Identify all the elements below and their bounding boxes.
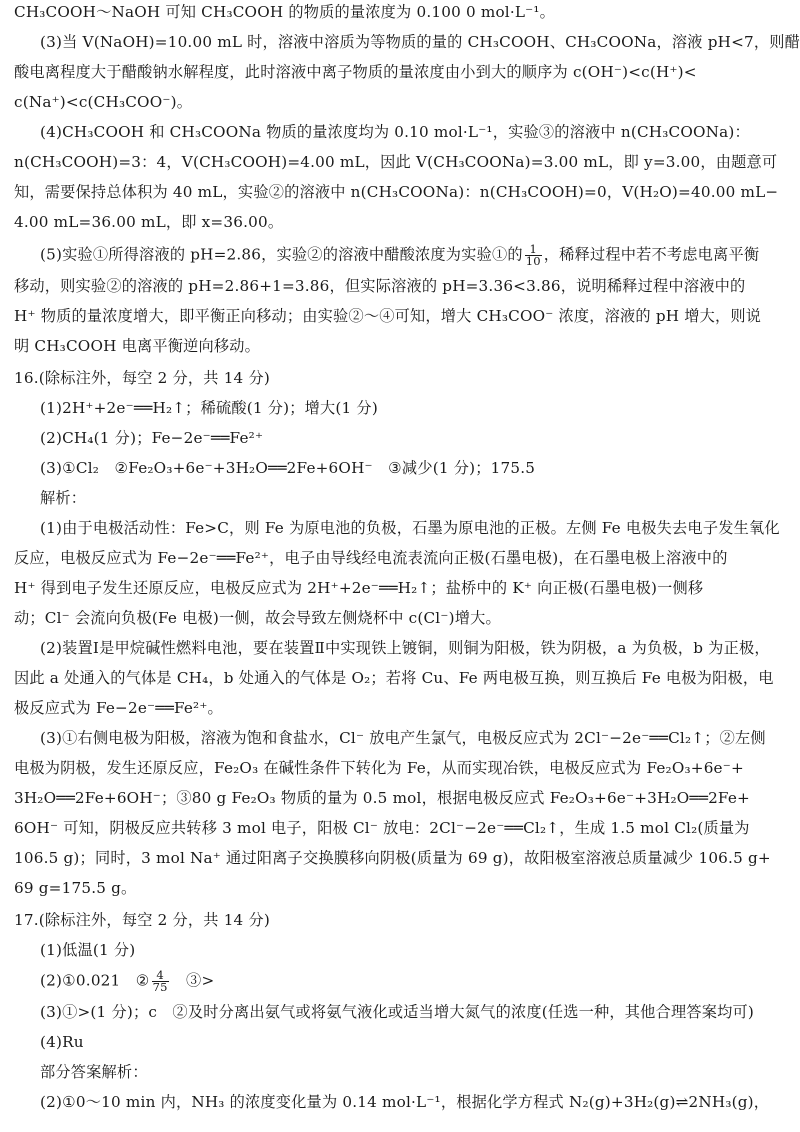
answer-line: (4)Ru [40, 1033, 84, 1051]
text-line: 电极为阴极，发生还原反应，Fe₂O₃ 在碱性条件下转化为 Fe，从而实现冶铁，电极反应式为 Fe₂O₃+6e⁻+ [14, 759, 744, 777]
text-segment: (2)①0.021 ② [40, 971, 150, 990]
text-segment: (5)实验①所得溶液的 pH=2.86，实验②的溶液中醋酸浓度为实验①的 [40, 245, 523, 264]
text-line: 反应，电极反应式为 Fe−2e⁻══Fe²⁺，电子由导线经电流表流向正极(石墨电极)，在石墨电极上溶液中的 [14, 549, 728, 567]
text-line: n(CH₃COOH)=3：4，V(CH₃COOH)=4.00 mL，因此 V(CH₃COONa)=3.00 mL，即 y=3.00，由题意可 [14, 153, 778, 171]
text-segment: ③> [170, 971, 215, 990]
text-line: 移动，则实验②的溶液的 pH=2.86+1=3.86，但实际溶液的 pH=3.36<3.86，说明稀释过程中溶液中的 [14, 277, 746, 295]
fraction-denominator: 10 [525, 254, 541, 268]
text-segment: ，稀释过程中若不考虑电离平衡 [543, 245, 760, 264]
text-line: 3H₂O══2Fe+6OH⁻；③80 g Fe₂O₃ 物质的量为 0.5 mol，根据电极反应式 Fe₂O₃+6e⁻+3H₂O══2Fe+ [14, 789, 750, 807]
fraction-four-75 [152, 970, 169, 993]
text-line: 4.00 mL=36.00 mL，即 x=36.00。 [14, 213, 284, 231]
answer-line: (2)CH₄(1 分)；Fe−2e⁻══Fe²⁺ [40, 429, 264, 447]
fraction-denominator: 75 [152, 980, 168, 994]
text-line: H⁺ 物质的量浓度增大，即平衡正向移动；由实验②～④可知，增大 CH₃COO⁻ 浓度，溶液的 pH 增大，则说 [14, 307, 762, 325]
answer-line-with-fraction [40, 970, 214, 993]
text-line-with-fraction [40, 244, 759, 267]
section-heading-16: 16.(除标注外，每空 2 分，共 14 分) [14, 369, 270, 387]
text-line: H⁺ 得到电子发生还原反应，电极反应式为 2H⁺+2e⁻══H₂↑；盐桥中的 K⁺ 向正极(石墨电极)一侧移 [14, 579, 704, 597]
text-line: 69 g=175.5 g。 [14, 879, 137, 897]
text-line: 酸电离程度大于醋酸钠水解程度，此时溶液中离子物质的量浓度由小到大的顺序为 c(OH⁻)<c(H⁺)< [14, 63, 697, 81]
text-line: (2)装置Ⅰ是甲烷碱性燃料电池，要在装置Ⅱ中实现铁上镀铜，则铜为阳极，铁为阴极，a 为负极，b 为正极， [40, 639, 770, 657]
text-line: (3)当 V(NaOH)=10.00 mL 时，溶液中溶质为等物质的量的 CH₃COOH、CH₃COONa，溶液 pH<7，则醋 [40, 33, 800, 51]
text-line: 极反应式为 Fe−2e⁻══Fe²⁺。 [14, 699, 223, 717]
text-line: CH₃COOH～NaOH 可知 CH₃COOH 的物质的量浓度为 0.100 0 mol·L⁻¹。 [14, 3, 556, 21]
text-line: 明 CH₃COOH 电离平衡逆向移动。 [14, 337, 261, 355]
text-line: (2)①0～10 min 内，NH₃ 的浓度变化量为 0.14 mol·L⁻¹，根据化学方程式 N₂(g)+3H₂(g)⇌2NH₃(g)， [40, 1093, 770, 1111]
answer-line: (1)2H⁺+2e⁻══H₂↑；稀硫酸(1 分)；增大(1 分) [40, 399, 378, 417]
text-line: 6OH⁻ 可知，阴极反应共转移 3 mol 电子，阳极 Cl⁻ 放电：2Cl⁻−2e⁻══Cl₂↑，生成 1.5 mol Cl₂(质量为 [14, 819, 750, 837]
text-line: 因此 a 处通入的气体是 CH₄，b 处通入的气体是 O₂；若将 Cu、Fe 两电极互换，则互换后 Fe 电极为阳极，电 [14, 669, 774, 687]
text-line: (3)①右侧电极为阳极，溶液为饱和食盐水，Cl⁻ 放电产生氯气，电极反应式为 2Cl⁻−2e⁻══Cl₂↑；②左侧 [40, 729, 766, 747]
section-heading-17: 17.(除标注外，每空 2 分，共 14 分) [14, 911, 270, 929]
text-line: 动；Cl⁻ 会流向负极(Fe 电极)一侧，故会导致左侧烧杯中 c(Cl⁻)增大。 [14, 609, 501, 627]
text-line: (4)CH₃COOH 和 CH₃COONa 物质的量浓度均为 0.10 mol·L⁻¹，实验③的溶液中 n(CH₃COONa)： [40, 123, 750, 141]
answer-line: (3)①>(1 分)；c ②及时分离出氨气或将氨气液化或适当增大氮气的浓度(任选一种，其他合理答案均可) [40, 1003, 755, 1021]
analysis-heading: 解析： [40, 489, 87, 507]
answer-line: (3)①Cl₂ ②Fe₂O₃+6e⁻+3H₂O══2Fe+6OH⁻ ③减少(1 分)；175.5 [40, 459, 536, 477]
fraction-one-tenth [525, 244, 542, 267]
answer-line: (1)低温(1 分) [40, 941, 136, 959]
text-line: 知，需要保持总体积为 40 mL，实验②的溶液中 n(CH₃COONa)：n(CH₃COOH)=0，V(H₂O)=40.00 mL− [14, 183, 779, 201]
text-line: 106.5 g)；同时，3 mol Na⁺ 通过阳离子交换膜移向阴极(质量为 69 g)，故阳极室溶液总质量减少 106.5 g+ [14, 849, 771, 867]
fraction-numerator: 4 [152, 970, 169, 982]
analysis-heading: 部分答案解析： [40, 1063, 148, 1081]
text-line: (1)由于电极活动性：Fe>C，则 Fe 为原电池的负极，石墨为原电池的正极。左侧 Fe 电极失去电子发生氧化 [40, 519, 780, 537]
text-line: c(Na⁺)<c(CH₃COO⁻)。 [14, 93, 193, 111]
fraction-numerator: 1 [525, 244, 542, 256]
